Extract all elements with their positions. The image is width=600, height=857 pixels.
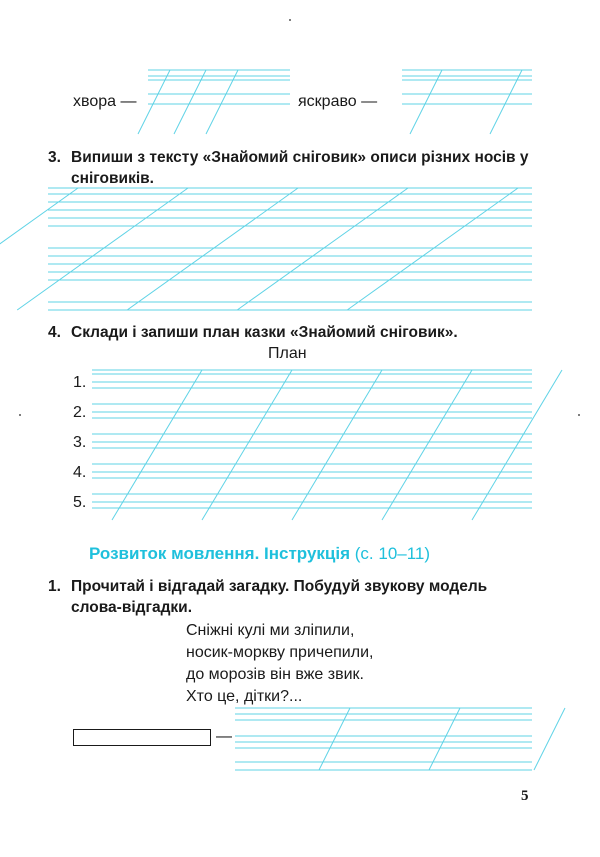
writing-lines-plan[interactable]: [92, 370, 532, 520]
slant-line: [0, 188, 78, 310]
slant-line: [429, 708, 460, 770]
task-3-number: 3.: [48, 149, 61, 166]
scan-dot-top: [289, 19, 291, 21]
plan-item-number: 5.: [73, 494, 87, 511]
section-title-text: Розвиток мовлення. Інструкція: [89, 544, 351, 563]
plan-item-number: 2.: [73, 404, 87, 421]
riddle-line: носик-моркву причепили,: [186, 644, 374, 661]
writing-lines-answer[interactable]: [235, 708, 532, 770]
slant-line: [534, 708, 565, 770]
section-title: [89, 544, 430, 564]
slant-line: [112, 370, 202, 520]
antonym-word-2: яскраво —: [298, 93, 378, 110]
task-4: [48, 322, 538, 343]
writing-lines-antonym-1[interactable]: [148, 70, 290, 134]
scan-dot-right: [578, 414, 580, 416]
plan-title: План: [268, 345, 307, 362]
antonym-word-1: хвора —: [73, 93, 137, 110]
riddle-line: до морозів він вже звик.: [186, 666, 364, 683]
plan-item-number: 1.: [73, 374, 87, 391]
slant-line: [472, 370, 562, 520]
page-number: 5: [521, 788, 529, 804]
slant-line: [382, 370, 472, 520]
slant-line: [237, 188, 408, 310]
writing-lines-antonym-2[interactable]: [402, 70, 532, 134]
riddle-line: Хто це, дітки?...: [186, 688, 303, 705]
riddle-line: Сніжні кулі ми зліпили,: [186, 622, 355, 639]
slant-line: [202, 370, 292, 520]
plan-item-number: 4.: [73, 464, 87, 481]
task-4-text: Склади і запиши план казки «Знайомий сніговик».: [71, 324, 458, 341]
answer-box[interactable]: [73, 729, 211, 746]
section-pages: (с. 10–11): [354, 544, 431, 563]
riddle: [186, 620, 373, 708]
task-1-number: 1.: [48, 578, 61, 595]
answer-dash: —: [216, 728, 232, 745]
task-1-text: Прочитай і відгадай загадку. Побудуй звукову модель слова-відгадки.: [71, 578, 488, 616]
slant-line: [347, 188, 518, 310]
slant-line: [127, 188, 298, 310]
task-1: [48, 576, 538, 618]
task-4-number: 4.: [48, 324, 61, 341]
slant-line: [319, 708, 350, 770]
scan-dot-left: [19, 414, 21, 416]
plan-item-number: 3.: [73, 434, 87, 451]
task-3: [48, 147, 538, 189]
task-3-text: Випиши з тексту «Знайомий сніговик» описи різних носів у сніговиків.: [71, 149, 529, 187]
slant-line: [292, 370, 382, 520]
slant-line: [17, 188, 188, 310]
writing-lines-task-3[interactable]: [48, 188, 532, 310]
